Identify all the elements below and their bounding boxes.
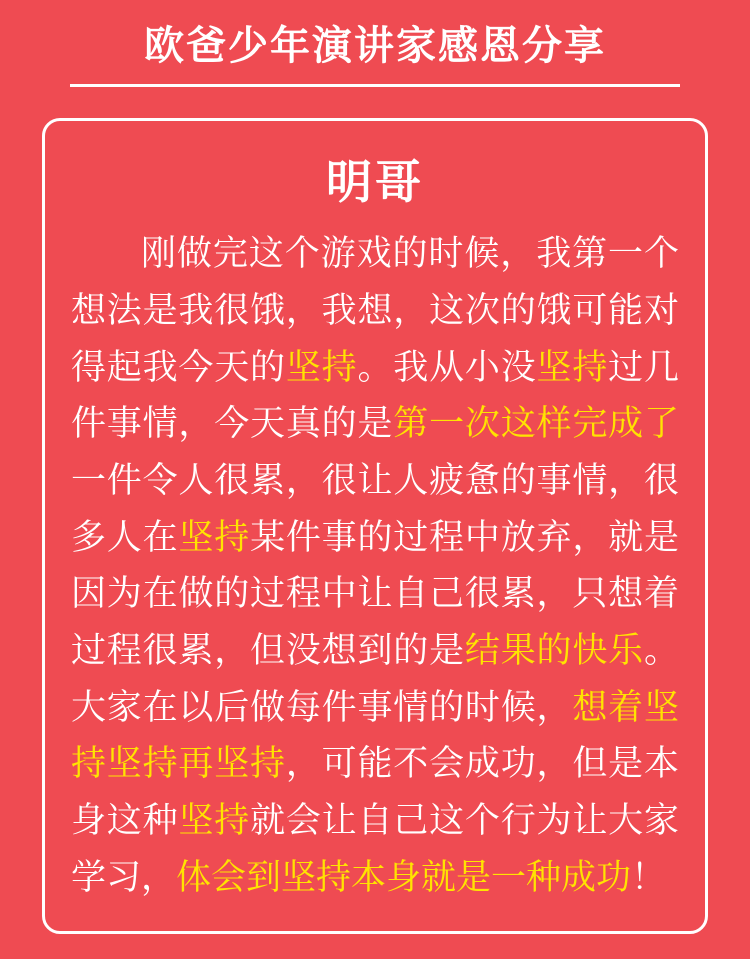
body-text-run: ，可能不会成功，但是本身这种 <box>71 744 679 841</box>
body-text-run: 刚做完这个游戏的时候，我第一个想法是我很饿，我想，这次的饿可能对得起我今天的 <box>71 234 679 387</box>
body-text-run: 。我从小没 <box>357 347 537 387</box>
body-text-run: 过几件事情，今天真的是 <box>71 347 679 444</box>
speaker-name: 明哥 <box>326 156 424 208</box>
highlighted-text: 坚持 <box>178 517 251 557</box>
body-text-run: ！ <box>631 857 667 897</box>
highlighted-text: 结果的快乐 <box>464 631 644 670</box>
poster-header <box>0 0 750 87</box>
highlighted-text: 坚持 <box>285 347 358 387</box>
body-text-run: 某件事的过程中放弃，就是因为在做的过程中让自己很累，只想着过程很累，但没想到的是 <box>71 517 679 670</box>
body-text-run: 一件令人很累，很让人疲惫的事情，很多人在 <box>71 460 679 557</box>
quote-body <box>71 226 679 906</box>
highlighted-text: 第一次这样完成了 <box>393 404 679 444</box>
body-text-run: 。大家在以后做每件事情的时候， <box>71 631 679 727</box>
highlighted-text: 坚持 <box>536 347 609 387</box>
page-title: 欧爸少年演讲家感恩分享 <box>144 24 606 68</box>
highlighted-text: 想着坚持坚持再坚持 <box>71 687 679 784</box>
header-divider <box>70 84 680 87</box>
body-text-run: 就会让自己这个行为让大家学习， <box>71 801 679 897</box>
highlighted-text: 坚持 <box>178 801 251 841</box>
highlighted-text: 体会到坚持本身就是一种成功 <box>176 857 632 897</box>
quote-card <box>42 118 708 934</box>
